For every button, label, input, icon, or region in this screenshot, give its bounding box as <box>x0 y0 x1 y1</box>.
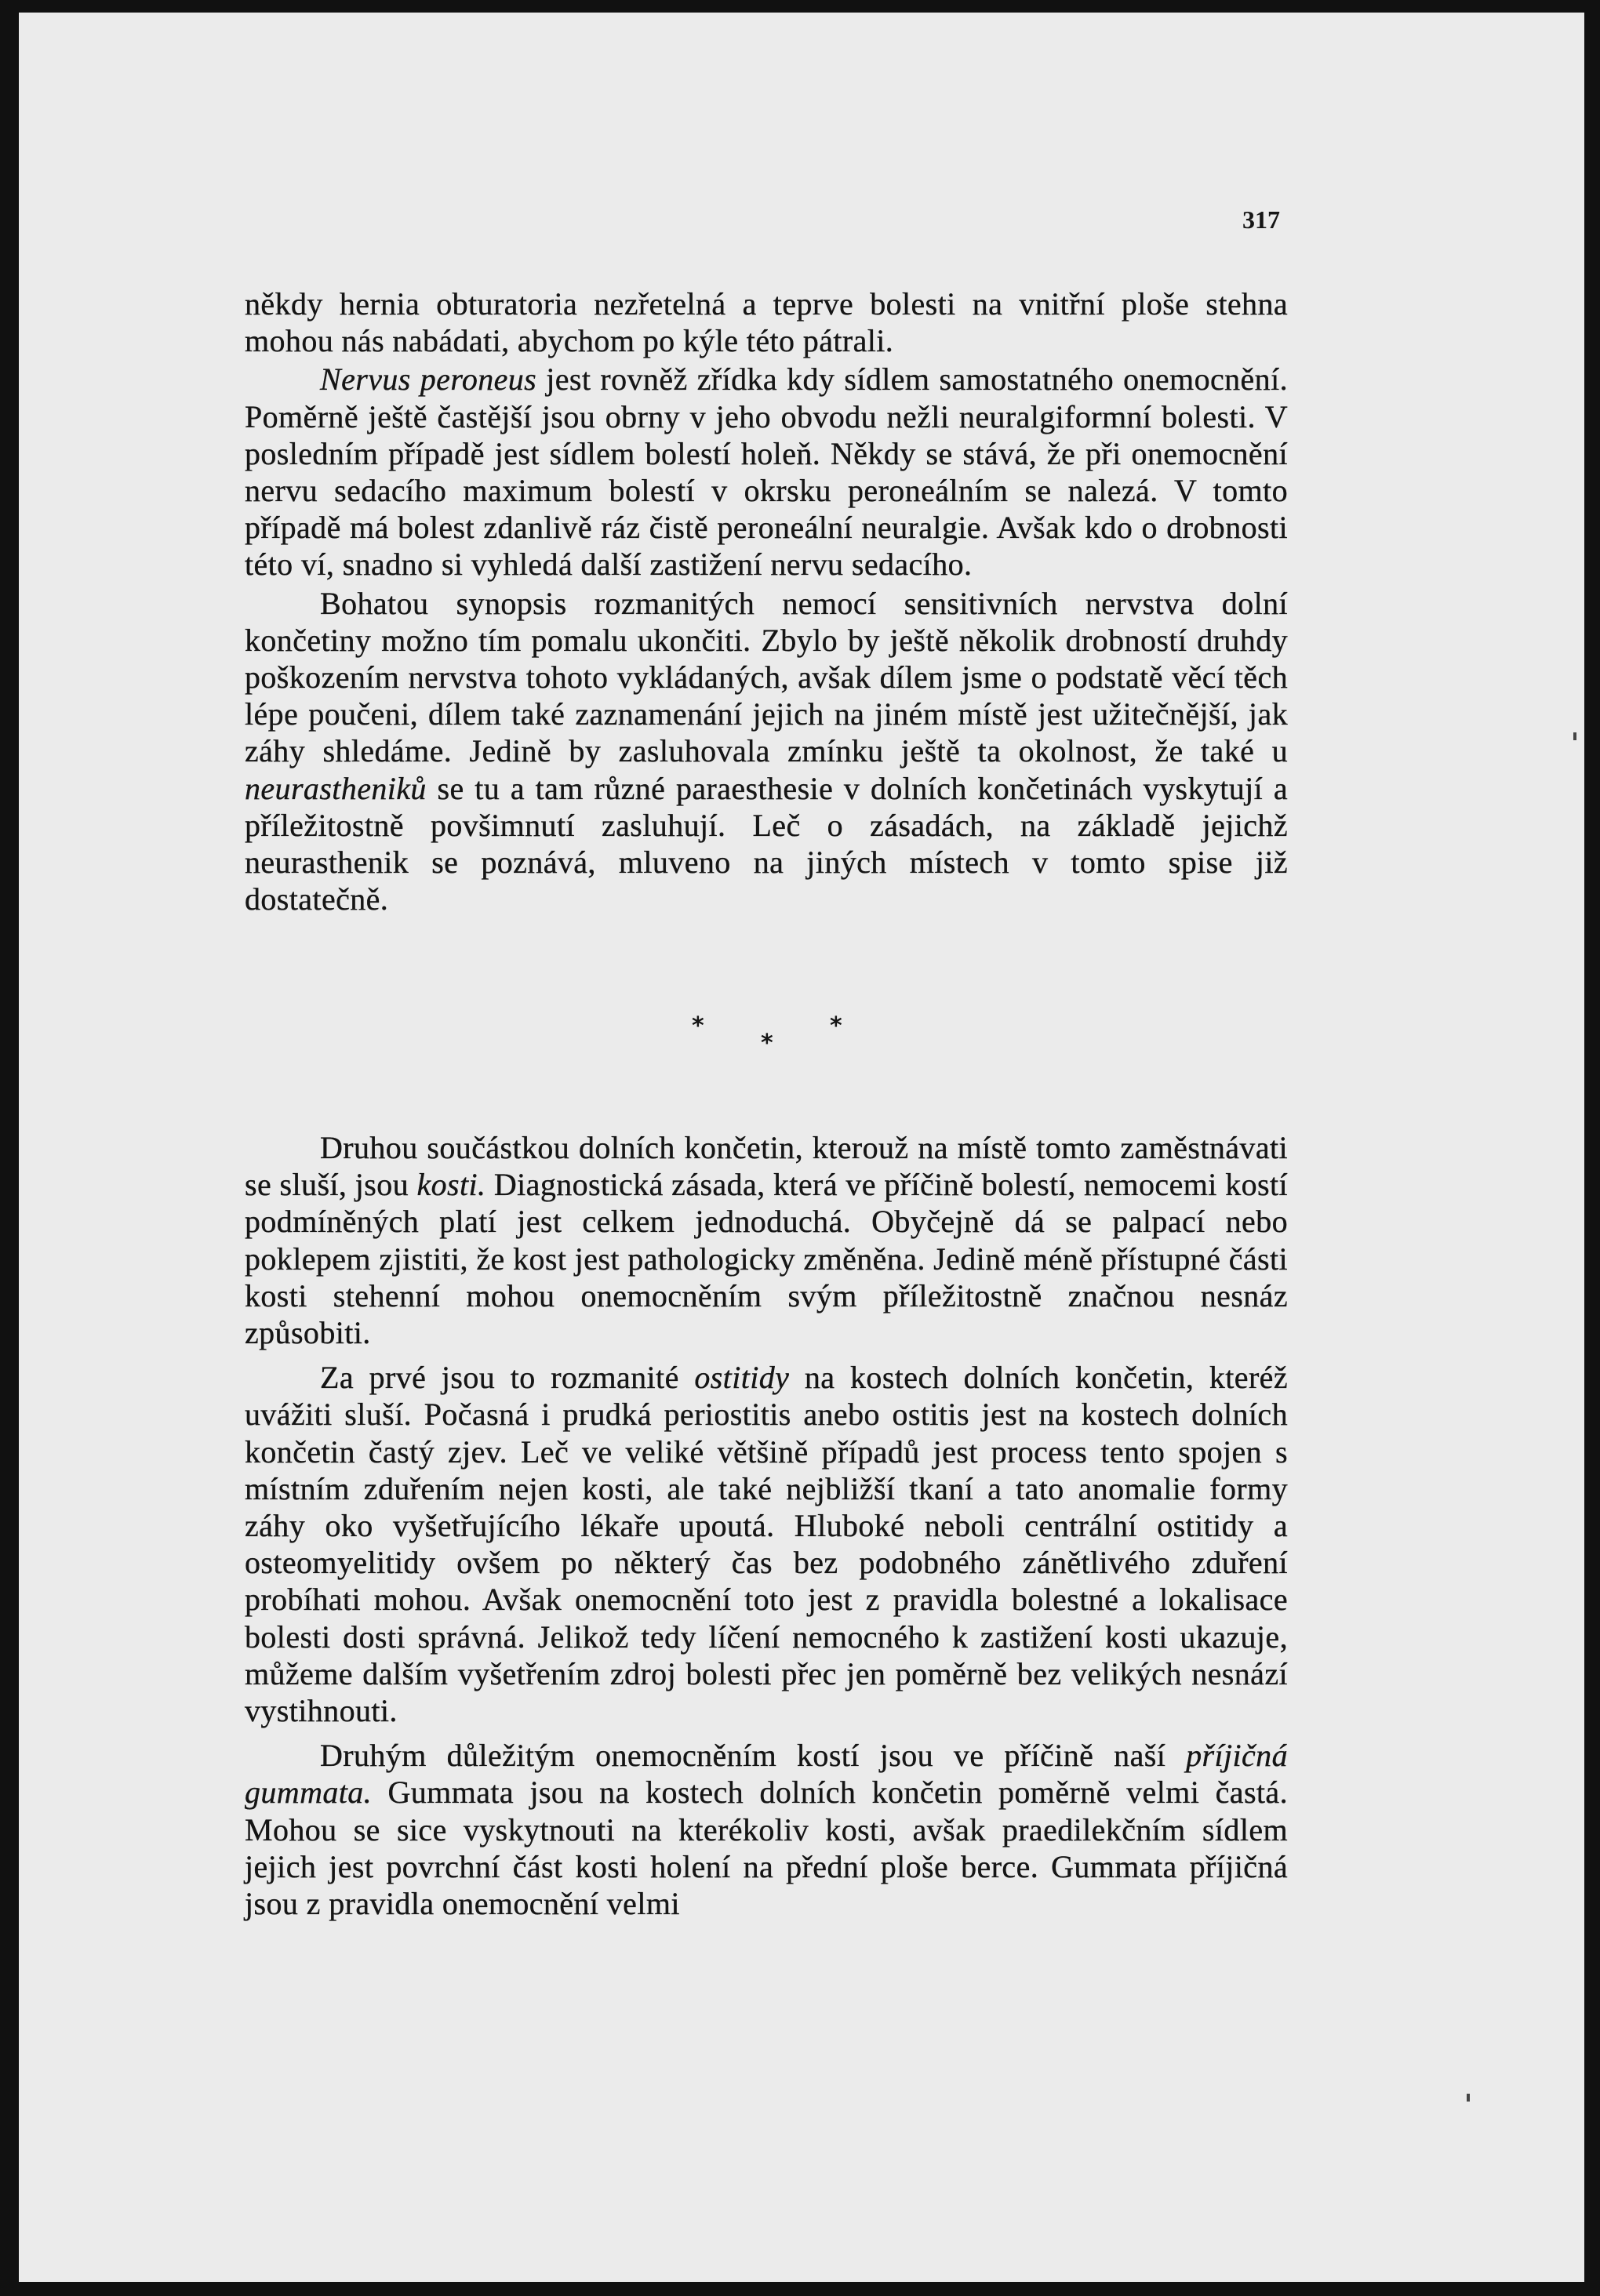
italic-term: ostitidy <box>694 1360 790 1396</box>
scan-mark <box>1467 2094 1470 2102</box>
paragraph-ostitidy <box>245 1359 1288 1729</box>
paragraph-hernia <box>245 285 1288 359</box>
section-bones <box>245 1129 1288 1922</box>
page-number: 317 <box>1242 205 1280 234</box>
paragraph-text: někdy hernia obturatoria nezřetelná a teprve bolesti na vnitřní ploše stehna mohou nás nabádati, abychom po kýle této pátrali. <box>245 286 1288 359</box>
paragraph-text: Za prvé jsou to rozmanité <box>320 1360 695 1396</box>
italic-term: Nervus peroneus <box>320 361 537 398</box>
paragraph-kosti <box>245 1129 1288 1351</box>
section-nerves <box>245 285 1288 917</box>
paragraph-text: jest rovněž zřídka kdy sídlem samostatného onemocnění. Poměrně ještě častější jsou obrny v jeho obvodu nežli neuralgiformní bolesti. V posledním případě jest sídlem bolestí holeň. Někdy se stává, že při onemocnění nervu sedacího maximum bolestí v okrsku peroneálním se nalezá. V tomto případě má bolest zdanlivě ráz čistě peroneální neuralgie. Avšak kdo o drobnosti této ví, snadno si vyhledá další zastižení nervu sedacího. <box>245 361 1288 583</box>
scan-mark <box>1573 732 1576 740</box>
italic-term: kosti. <box>416 1167 486 1203</box>
paragraph-text: Diagnostická zásada, která ve příčině bolestí, nemocemi kostí podmíněných platí jest celkem jednoduchá. Obyčejně dá se palpací nebo poklepem zjistiti, že kost jest pathologicky změněna. Jedině méně přístupné části kosti stehenní mohou onemocněním svým příležitostně značnou nesnáz způsobiti. <box>245 1167 1288 1351</box>
paragraph-text: na kostech dolních končetin, kteréž uvážiti sluší. Počasná i prudká periostitis anebo ostitis jest na kostech dolních končetin častý zjev. Leč ve veliké většině případů jest process tento spojen s místním zduřením nejen kosti, ale také nejbližší tkaní a tato anomalie formy záhy oko vyšetřujícího lékaře upoutá. Hluboké neboli centrální ostitidy a osteomyelitidy ovšem po některý čas bez podobného zánětlivého zduření probíhati mohou. Avšak onemocnění toto jest z pravidla bolestné a lokalisace bolesti dosti správná. Jelikož tedy líčení nemocného k zastižení kosti ukazuje, můžeme dalším vyšetřením zdroj bolesti přec jen poměrně bez velikých nesnází vystihnouti. <box>245 1360 1288 1729</box>
paragraph-text: Bohatou synopsis rozmanitých nemocí sensitivních nervstva dolní končetiny možno tím pomalu ukončiti. Zbylo by ještě několik drobností druhdy poškozením nervstva tohoto vykládaných, avšak dílem jsme o podstatě věcí těch lépe poučeni, dílem také zaznamenání jejich na jiném místě jest užitečnější, jak záhy shledáme. Jedině by zasluhovala zmínku ještě ta okolnost, že také u <box>245 585 1288 769</box>
divider-star: * <box>692 1012 704 1040</box>
italic-term: příjičná gummata. <box>245 1738 1288 1811</box>
paragraph-nervus-peroneus <box>245 361 1288 583</box>
paragraph-text: se tu a tam různé paraesthesie v dolních končetinách vyskytují a příležitostně povšimnutí zasluhují. Leč o zásadách, na základě jejichž neurasthenik se poznává, mluveno na jiných místech v tomto spise již dostatečně. <box>245 770 1288 917</box>
paragraph-text: Druhým důležitým onemocněním kostí jsou ve příčině naší <box>320 1738 1187 1774</box>
divider-star: * <box>830 1012 842 1040</box>
divider-star: * <box>761 1030 773 1057</box>
paragraph-text: Gummata jsou na kostech dolních končetin poměrně velmi častá. Mohou se sice vyskytnouti na kterékoliv kosti, avšak praedilekčním sídlem jejich jest povrchní část kosti holení na přední ploše berce. Gummata příjičná jsou z pravidla onemocnění velmi <box>245 1775 1288 1922</box>
italic-term: neurastheniků <box>245 770 427 806</box>
paragraph-synopsis <box>245 585 1288 918</box>
paragraph-gummata <box>245 1737 1288 1922</box>
paragraph-text: Druhou součástkou dolních končetin, kterouž na místě tomto zaměstnávati se sluší, jsou <box>245 1130 1288 1203</box>
